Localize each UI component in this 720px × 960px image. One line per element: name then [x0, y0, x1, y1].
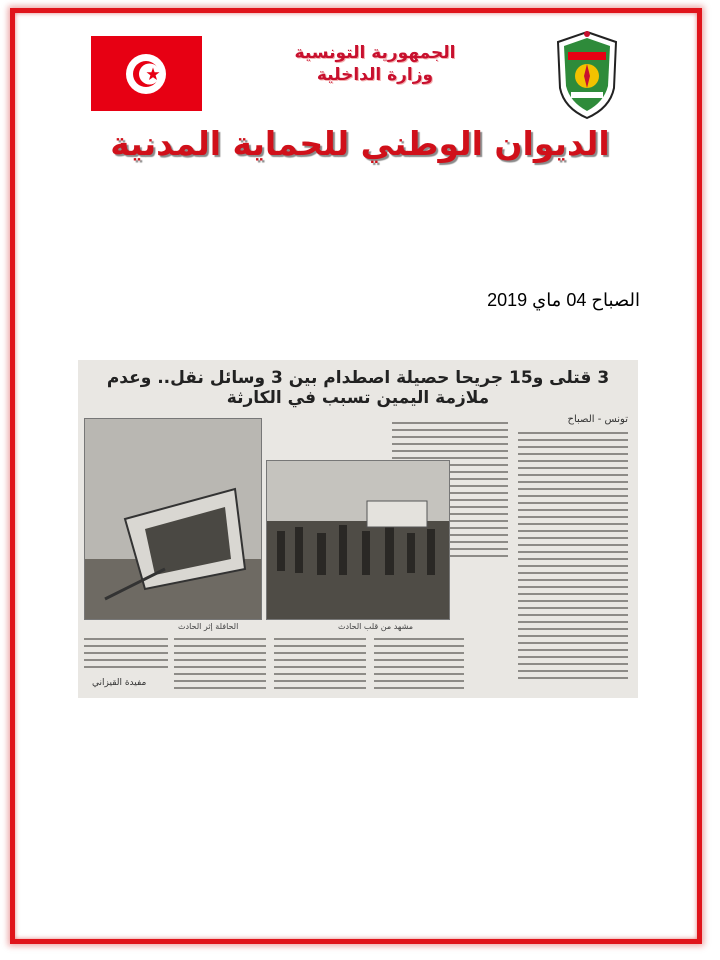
office-title: الديوان الوطني للحماية المدنية	[110, 124, 610, 163]
crescent-star-icon	[126, 54, 166, 94]
bus-accident-photo	[84, 418, 262, 620]
newspaper-clipping	[78, 360, 638, 698]
article-byline: مفيدة القيزاني	[92, 678, 147, 688]
photo-caption-left: الحافلة إثر الحادث	[178, 622, 239, 631]
tunisia-flag	[91, 36, 202, 111]
clipping-source-tag: تونس - الصباح	[567, 414, 628, 425]
article-column-bottom-2	[174, 638, 266, 694]
article-column-right	[518, 432, 628, 684]
article-column-bottom-4	[374, 638, 464, 694]
clipping-headline: 3 قتلى و15 جريحا حصيلة اصطدام بين 3 وسائل نقل.. وعدم ملازمة اليمين تسبب في الكارثة	[106, 368, 610, 408]
crowd-scene-photo	[266, 460, 450, 620]
flag-disc	[126, 54, 166, 94]
civil-protection-emblem-icon	[554, 26, 620, 122]
ministry-name: وزارة الداخلية	[316, 65, 434, 85]
article-column-bottom-3	[274, 638, 366, 694]
photo-caption-center: مشهد من قلب الحادث	[338, 622, 413, 631]
date-line: الصباح 04 ماي 2019	[487, 290, 640, 310]
government-header	[250, 42, 500, 86]
article-column-bottom-1	[84, 638, 168, 673]
republic-name: الجمهورية التونسية	[294, 43, 456, 63]
